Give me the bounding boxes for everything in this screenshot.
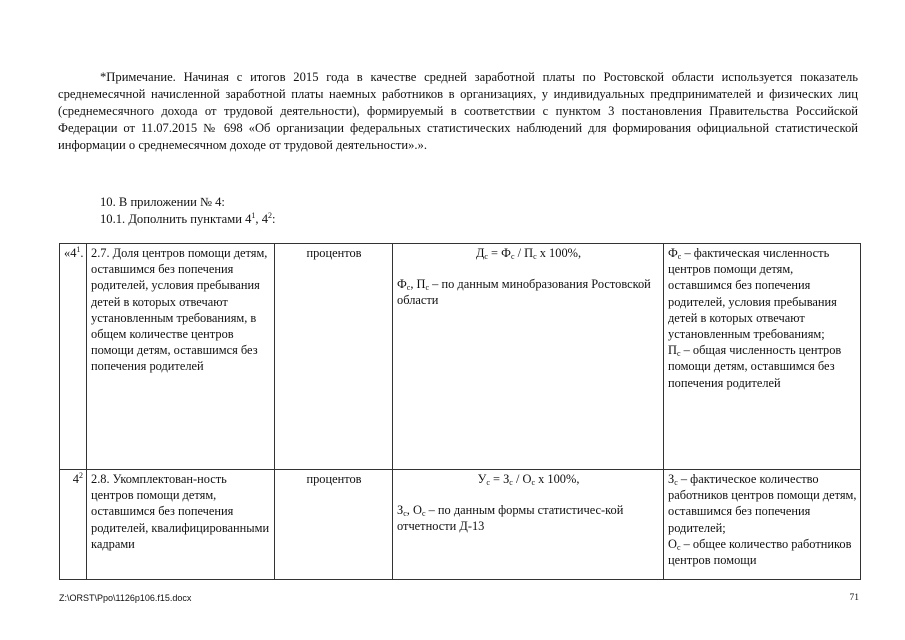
explanation-var: Ф xyxy=(668,246,678,260)
item-10-1-sep: , 4 xyxy=(255,212,268,226)
formula-cell xyxy=(393,244,664,470)
table-row xyxy=(60,244,861,470)
explanation-text: – фактическая численность центров помощи детям, оставшимся без попечения родителей, условия пребывания детей в которых отвечают установленным требованиям; xyxy=(668,246,837,342)
formula-sub: с xyxy=(484,252,488,261)
item-10-1-sup1: 1 xyxy=(251,211,256,220)
formula-sub: с xyxy=(509,478,513,487)
explanation-var: О xyxy=(668,536,677,551)
row-number-sup: 1 xyxy=(76,245,81,254)
formula-part: х 100%, xyxy=(535,472,580,486)
row-number-prefix: 4 xyxy=(72,472,79,486)
item-10-1-heading xyxy=(100,211,275,228)
source-sub: с xyxy=(425,283,430,293)
formula-part: х 100%, xyxy=(536,246,582,260)
indicator-name: 2.7. Доля центров помощи детям, оставшимся без попечения родителей, условия пребывания детей в которых отвечают установленным требованиям, в общем количестве центров помощи детям, оставшимся без попечения родителей xyxy=(87,244,275,470)
source-sub: с xyxy=(406,283,411,293)
item-10-1-suffix: : xyxy=(271,212,276,226)
unit: процентов xyxy=(275,470,393,580)
explanation-cell xyxy=(664,470,861,580)
indicator-name: 2.8. Укомплектован-ность центров помощи детям, оставшимся без попечения родителей, квалифицированными кадрами xyxy=(87,470,275,580)
explanation-var: З xyxy=(668,472,675,486)
explanation-sub: с xyxy=(676,542,681,552)
indicators-table xyxy=(59,243,861,580)
row-number-suffix: . xyxy=(80,246,84,260)
formula-sub: с xyxy=(486,478,490,487)
source-part: – по данным минобразования Ростовской области xyxy=(397,277,651,308)
note-text: *Примечание. Начиная с итогов 2015 года в качестве средней заработной платы по Ростовской области используется показатель среднемесячной начисленной заработной платы наемных работников в организациях, у индивидуальных предпринимателей и физических лиц (среднемесячного дохода от трудовой деятельности), формируемый в соответствии с пунктом 3 постановления Правительства Российской Федерации от 11.07.2015 № 698 «Об организации федеральных статистических наблюдений для формирования официальной статистической информации о среднемесячном доходе от трудовой деятельности».». xyxy=(58,70,858,152)
file-path: Z:\ORST\Ppo\1126p106.f15.docx xyxy=(59,593,192,603)
explanation-cell xyxy=(664,244,861,470)
note-paragraph xyxy=(58,69,858,154)
formula-part: = З xyxy=(489,472,510,486)
source-var: З xyxy=(397,503,404,518)
source-part: , О xyxy=(406,503,422,518)
explanation-text: – общее количество работников центров помощи xyxy=(668,536,852,568)
source-var: Ф xyxy=(397,277,407,292)
explanation-var: П xyxy=(668,343,677,358)
source-sub: с xyxy=(421,509,426,519)
table-row xyxy=(60,470,861,580)
source-part: – по данным формы статистичес-кой отчетности Д-13 xyxy=(397,503,624,534)
row-number-sup: 2 xyxy=(79,471,83,480)
formula-var: У xyxy=(477,472,487,486)
formula-sub: с xyxy=(531,478,536,487)
formula xyxy=(397,245,660,261)
row-number xyxy=(60,244,87,470)
explanation-text: – фактическое количество работников центров помощи детям, оставшимся без попечения родителей; xyxy=(668,472,857,535)
source-sub: с xyxy=(403,509,407,519)
formula-sub: с xyxy=(510,252,515,261)
item-10-1-sup2: 2 xyxy=(267,211,272,220)
formula-part: / О xyxy=(512,472,532,486)
formula xyxy=(397,471,660,487)
formula-sub: с xyxy=(533,252,537,261)
row-number-prefix: «4 xyxy=(64,246,77,260)
item-10-1-prefix: 10.1. Дополнить пунктами 4 xyxy=(100,212,252,226)
item-10-heading: 10. В приложении № 4: xyxy=(100,195,225,209)
explanation-sub: с xyxy=(674,478,678,487)
explanation-text: – общая численность центров помощи детям, оставшимся без попечения родителей xyxy=(668,343,842,390)
unit: процентов xyxy=(275,244,393,470)
source-part: , П xyxy=(410,277,426,292)
data-source xyxy=(397,276,660,308)
page-number: 71 xyxy=(849,593,859,603)
formula-part: = Ф xyxy=(487,246,511,260)
explanation-sub: с xyxy=(676,349,681,359)
row-number xyxy=(60,470,87,580)
explanation-sub: с xyxy=(677,252,682,261)
formula-part: / П xyxy=(514,246,534,260)
formula-cell xyxy=(393,470,664,580)
formula-var: Д xyxy=(475,246,485,260)
data-source xyxy=(397,502,660,534)
